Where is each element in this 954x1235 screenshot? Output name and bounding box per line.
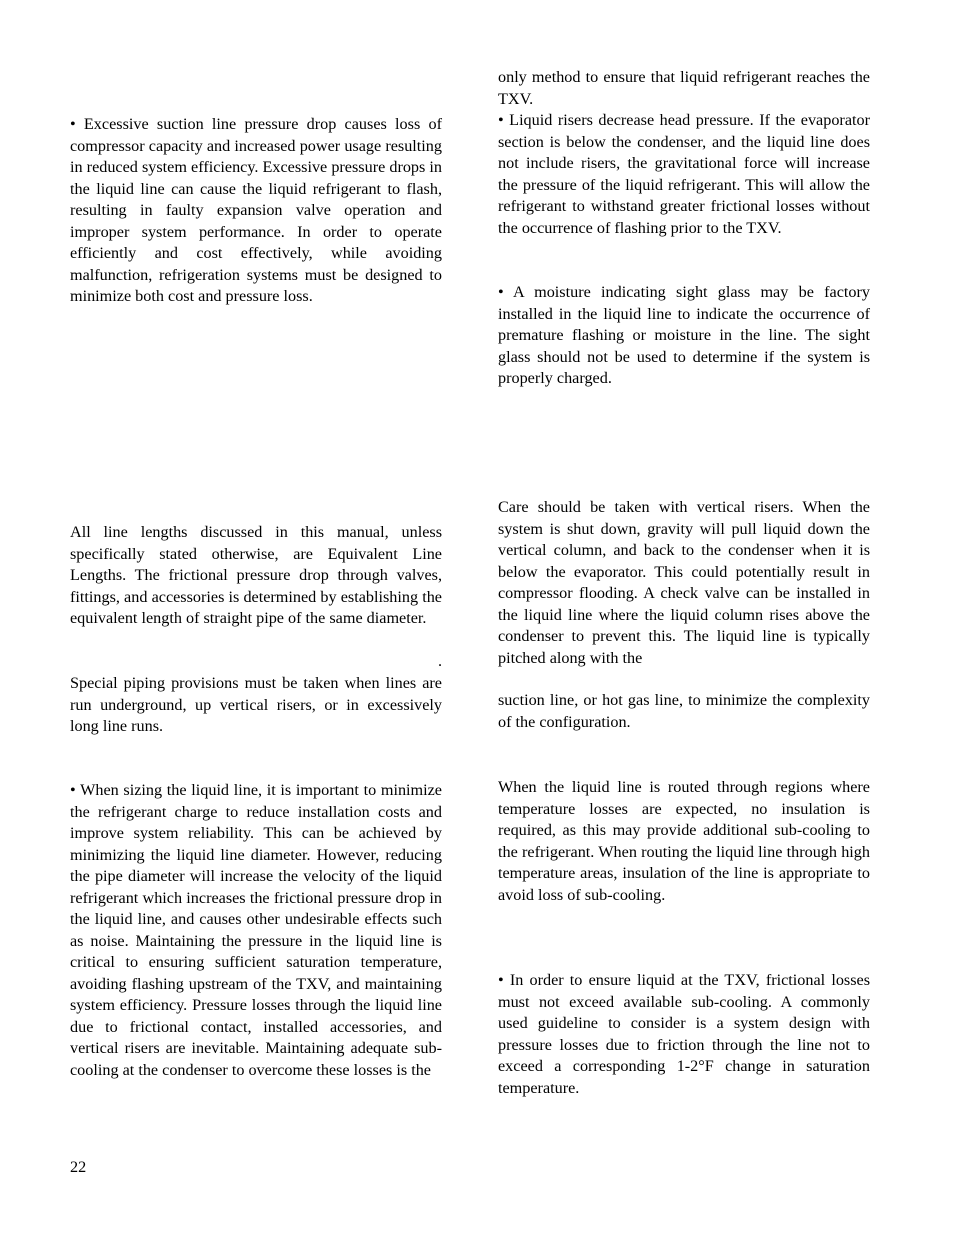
txv-continuation-paragraph: only method to ensure that liquid refrigerant reaches the TXV. — [498, 68, 870, 108]
equivalent-line-length-paragraph: All line lengths discussed in this manual, unless specifically stated otherwise, are Equivalent Line Lengths. The frictional pressure drop through valves, fittings, and accessories is determined by establishing the equivalent length of straight pipe of the same diameter. — [70, 523, 442, 627]
liquid-line-sizing-paragraph: • When sizing the liquid line, it is important to minimize the refrigerant charge to reduce installation costs and improve system reliability. This can be achieved by minimizing the liquid line diameter. However, reducing the pipe diameter will increase the velocity of the liquid refrigerant which increases the frictional pressure drop in the liquid line, and causes other undesirable effects such as noise. Maintaining the pressure in the liquid line is critical to ensuring sufficient saturation temperature, avoiding flashing upstream of the TXV, and maintaining system efficiency. Pressure losses through the liquid line due to frictional contact, installed accessories, and vertical risers are inevitable. Maintaining adequate sub-cooling at the condenser to overcome these losses is the — [70, 781, 442, 1079]
insulation-paragraph: When the liquid line is routed through regions where temperature losses are expected, no insulation is required, as this may provide additional sub-cooling to the refrigerant. When routing the liquid line through high temperature areas, insulation of the line is appropriate to avoid loss of sub-cooling. — [498, 778, 870, 904]
vertical-risers-continuation: suction line, or hot gas line, to minimize the complexity of the configuration. — [498, 691, 870, 731]
frictional-losses-paragraph: • In order to ensure liquid at the TXV, frictional losses must not exceed available sub-cooling. A commonly used guideline to consider is a system design with pressure losses due to friction through the line not to exceed a corresponding 1-2°F change in saturation temperature. — [498, 971, 870, 1097]
special-piping-paragraph: Special piping provisions must be taken when lines are run underground, up vertical risers, or in excessively long line runs. — [70, 674, 442, 735]
vertical-risers-paragraph: Care should be taken with vertical risers. When the system is shut down, gravity will pull liquid down the vertical column, and back to the condenser when it is below the evaporator. This could potentially result in compressor flooding. A check valve can be installed in the liquid line where the liquid column rises above the condenser to prevent this. The liquid line is typically pitched along with the — [498, 498, 870, 667]
stray-dot: . — [437, 652, 442, 670]
page-number: 22 — [70, 1158, 87, 1176]
suction-pressure-drop-paragraph: • Excessive suction line pressure drop causes loss of compressor capacity and increased power usage resulting in reduced system efficiency. Excessive pressure drops in the liquid line can cause the liquid refrigerant to flash, resulting in faulty expansion valve operation and improper system performance. In order to operate efficiently and cost effectively, while avoiding malfunction, refrigeration systems must be designed to minimize both cost and pressure loss. — [70, 115, 442, 305]
liquid-risers-paragraph: • Liquid risers decrease head pressure. If the evaporator section is below the condenser, and the liquid line does not include risers, the gravitational force will increase the pressure of the liquid refrigerant. This will allow the refrigerant to withstand greater frictional losses without the occurrence of flashing prior to the TXV. — [498, 111, 870, 237]
sight-glass-paragraph: • A moisture indicating sight glass may be factory installed in the liquid line to indicate the occurrence of premature flashing or moisture in the line. The sight glass should not be used to determine if the system is properly charged. — [498, 283, 870, 387]
